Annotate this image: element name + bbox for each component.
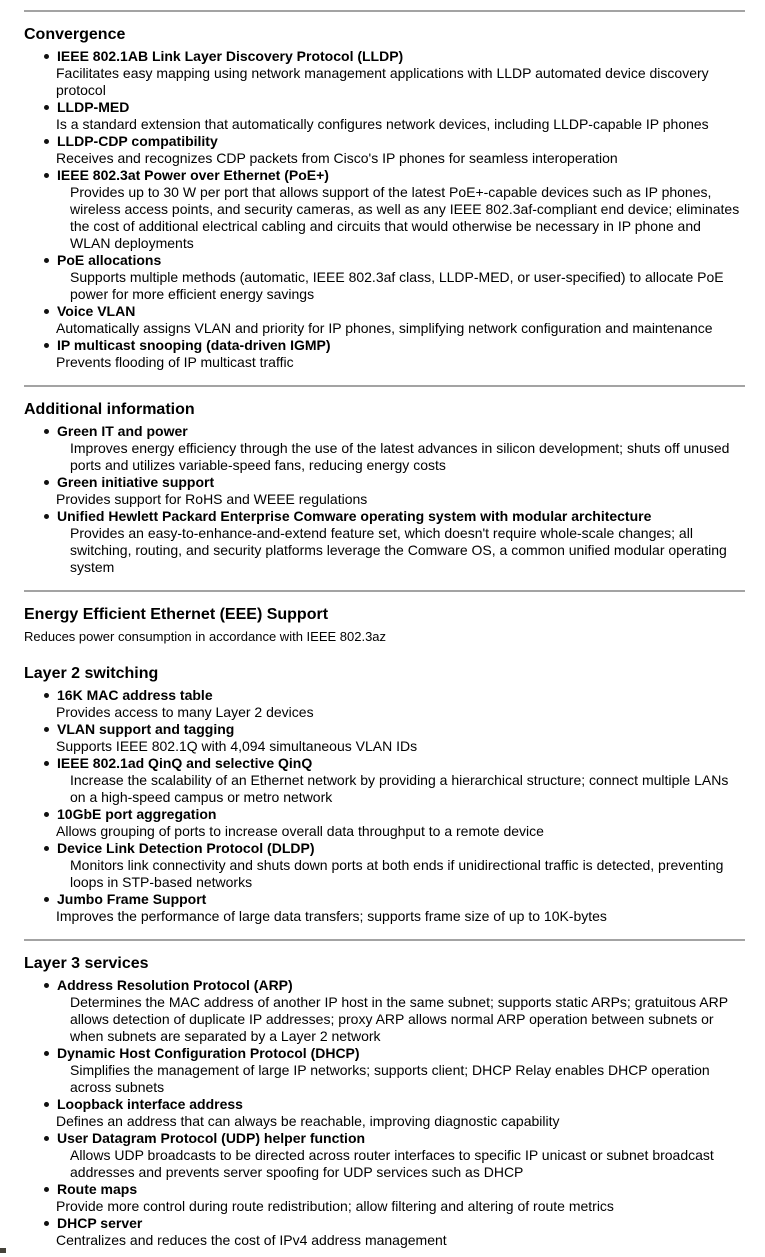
feature-section	[24, 664, 745, 925]
feature-item	[24, 303, 745, 337]
section-divider	[24, 939, 745, 941]
feature-title: IEEE 802.1ad QinQ and selective QinQ	[57, 755, 313, 771]
feature-list	[24, 687, 745, 925]
page-edge-artifact	[0, 1248, 6, 1253]
feature-title: Jumbo Frame Support	[57, 891, 207, 907]
feature-description: Supports multiple methods (automatic, IEEE 802.3af class, LLDP-MED, or user-specified) to allocate PoE power for more efficient energy savings	[70, 269, 724, 302]
feature-list	[24, 48, 745, 371]
feature-item	[24, 721, 745, 755]
feature-description: Improves energy efficiency through the use of the latest advances in silicon development; shuts off unused ports and utilizes variable-speed fans, reducing energy costs	[70, 440, 730, 473]
feature-item	[24, 1181, 745, 1215]
bullet-icon	[44, 309, 49, 314]
section-heading: Additional information	[24, 401, 195, 418]
bullet-icon	[44, 846, 49, 851]
feature-title: LLDP-CDP compatibility	[57, 133, 218, 149]
feature-list	[24, 423, 745, 576]
feature-item	[24, 133, 745, 167]
bullet-icon	[44, 258, 49, 263]
bullet-icon	[44, 105, 49, 110]
feature-title: Green initiative support	[57, 474, 215, 490]
feature-title: IP multicast snooping (data-driven IGMP)	[57, 337, 331, 353]
feature-item	[24, 99, 745, 133]
bullet-icon	[44, 897, 49, 902]
section-heading: Layer 3 services	[24, 955, 149, 972]
feature-title: Unified Hewlett Packard Enterprise Comware operating system with modular architecture	[57, 508, 652, 524]
feature-item	[24, 1096, 745, 1130]
feature-item	[24, 508, 745, 576]
feature-item	[24, 252, 745, 303]
feature-item	[24, 423, 745, 474]
bullet-icon	[44, 1136, 49, 1141]
feature-item	[24, 337, 745, 371]
feature-description: Provides up to 30 W per port that allows support of the latest PoE+-capable devices such as IP phones, wireless access points, and security cameras, as well as any IEEE 802.3af-compliant end device; eliminates the cost of additional electrical cabling and circuits that would otherwise be necessary in IP phone and WLAN deployments	[70, 184, 740, 251]
feature-title: Device Link Detection Protocol (DLDP)	[57, 840, 315, 856]
feature-description: Provides support for RoHS and WEEE regulations	[56, 491, 368, 507]
feature-description: Monitors link connectivity and shuts down ports at both ends if unidirectional traffic is detected, preventing loops in STP-based networks	[70, 857, 724, 890]
feature-item	[24, 474, 745, 508]
bullet-icon	[44, 514, 49, 519]
bullet-icon	[44, 1187, 49, 1192]
feature-item	[24, 840, 745, 891]
feature-title: Route maps	[57, 1181, 138, 1197]
feature-description: Supports IEEE 802.1Q with 4,094 simultaneous VLAN IDs	[56, 738, 418, 754]
bullet-icon	[44, 983, 49, 988]
feature-section	[24, 385, 745, 576]
bullet-icon	[44, 480, 49, 485]
feature-title: VLAN support and tagging	[57, 721, 235, 737]
feature-section	[24, 590, 745, 645]
bullet-icon	[44, 1102, 49, 1107]
feature-item	[24, 977, 745, 1045]
feature-title: Green IT and power	[57, 423, 188, 439]
feature-description: Improves the performance of large data transfers; supports frame size of up to 10K-bytes	[56, 908, 607, 924]
feature-description: Receives and recognizes CDP packets from Cisco's IP phones for seamless interoperation	[56, 150, 618, 166]
feature-title: DHCP server	[57, 1215, 143, 1231]
feature-title: Dynamic Host Configuration Protocol (DHCP)	[57, 1045, 360, 1061]
section-divider	[24, 590, 745, 592]
feature-item	[24, 687, 745, 721]
feature-description: Centralizes and reduces the cost of IPv4 address management	[56, 1232, 447, 1248]
section-heading: Convergence	[24, 26, 126, 43]
section-heading: Layer 2 switching	[24, 665, 159, 682]
feature-title: 16K MAC address table	[57, 687, 213, 703]
feature-section	[24, 939, 745, 1249]
bullet-icon	[44, 1051, 49, 1056]
feature-description: Provides an easy-to-enhance-and-extend feature set, which doesn't require whole-scale changes; all switching, routing, and security platforms leverage the Comware OS, a common unified modular operating system	[70, 525, 727, 575]
bullet-icon	[44, 139, 49, 144]
feature-description: Allows grouping of ports to increase overall data throughput to a remote device	[56, 823, 544, 839]
feature-item	[24, 1215, 745, 1249]
section-divider	[24, 10, 745, 12]
feature-title: LLDP-MED	[57, 99, 130, 115]
feature-item	[24, 891, 745, 925]
feature-description: Defines an address that can always be reachable, improving diagnostic capability	[56, 1113, 560, 1129]
section-heading: Energy Efficient Ethernet (EEE) Support	[24, 606, 329, 623]
bullet-icon	[44, 343, 49, 348]
section-divider	[24, 385, 745, 387]
feature-description: Simplifies the management of large IP networks; supports client; DHCP Relay enables DHCP operation across subnets	[70, 1062, 710, 1095]
feature-description: Is a standard extension that automatically configures network devices, including LLDP-capable IP phones	[56, 116, 709, 132]
feature-title: Voice VLAN	[57, 303, 136, 319]
feature-item	[24, 1045, 745, 1096]
feature-description: Prevents flooding of IP multicast traffic	[56, 354, 294, 370]
section-lead-text: Reduces power consumption in accordance with IEEE 802.3az	[24, 629, 387, 644]
bullet-icon	[44, 693, 49, 698]
bullet-icon	[44, 1221, 49, 1226]
feature-description: Automatically assigns VLAN and priority for IP phones, simplifying network configuration and maintenance	[56, 320, 713, 336]
feature-description: Facilitates easy mapping using network management applications with LLDP automated device discovery protocol	[56, 65, 709, 98]
bullet-icon	[44, 727, 49, 732]
feature-item	[24, 167, 745, 252]
feature-title: User Datagram Protocol (UDP) helper function	[57, 1130, 366, 1146]
feature-title: Address Resolution Protocol (ARP)	[57, 977, 293, 993]
bullet-icon	[44, 54, 49, 59]
feature-title: 10GbE port aggregation	[57, 806, 217, 822]
feature-item	[24, 48, 745, 99]
feature-title: PoE allocations	[57, 252, 162, 268]
feature-description: Provides access to many Layer 2 devices	[56, 704, 314, 720]
feature-item	[24, 1130, 745, 1181]
feature-title: IEEE 802.3at Power over Ethernet (PoE+)	[57, 167, 329, 183]
bullet-icon	[44, 761, 49, 766]
feature-description: Increase the scalability of an Ethernet network by providing a hierarchical structure; connect multiple LANs on a high-speed campus or metro network	[70, 772, 729, 805]
feature-section	[24, 10, 745, 371]
feature-item	[24, 806, 745, 840]
feature-item	[24, 755, 745, 806]
feature-description: Determines the MAC address of another IP host in the same subnet; supports static ARPs; gratuitous ARP allows detection of duplicate IP addresses; proxy ARP allows normal ARP operation between subnets or when subnets are separated by a Layer 2 network	[70, 994, 728, 1044]
feature-description: Provide more control during route redistribution; allow filtering and altering of route metrics	[56, 1198, 614, 1214]
bullet-icon	[44, 429, 49, 434]
feature-title: IEEE 802.1AB Link Layer Discovery Protocol (LLDP)	[57, 48, 404, 64]
bullet-icon	[44, 173, 49, 178]
feature-list	[24, 977, 745, 1249]
feature-description: Allows UDP broadcasts to be directed across router interfaces to specific IP unicast or subnet broadcast addresses and prevents server spoofing for UDP services such as DHCP	[70, 1147, 714, 1180]
bullet-icon	[44, 812, 49, 817]
feature-title: Loopback interface address	[57, 1096, 243, 1112]
